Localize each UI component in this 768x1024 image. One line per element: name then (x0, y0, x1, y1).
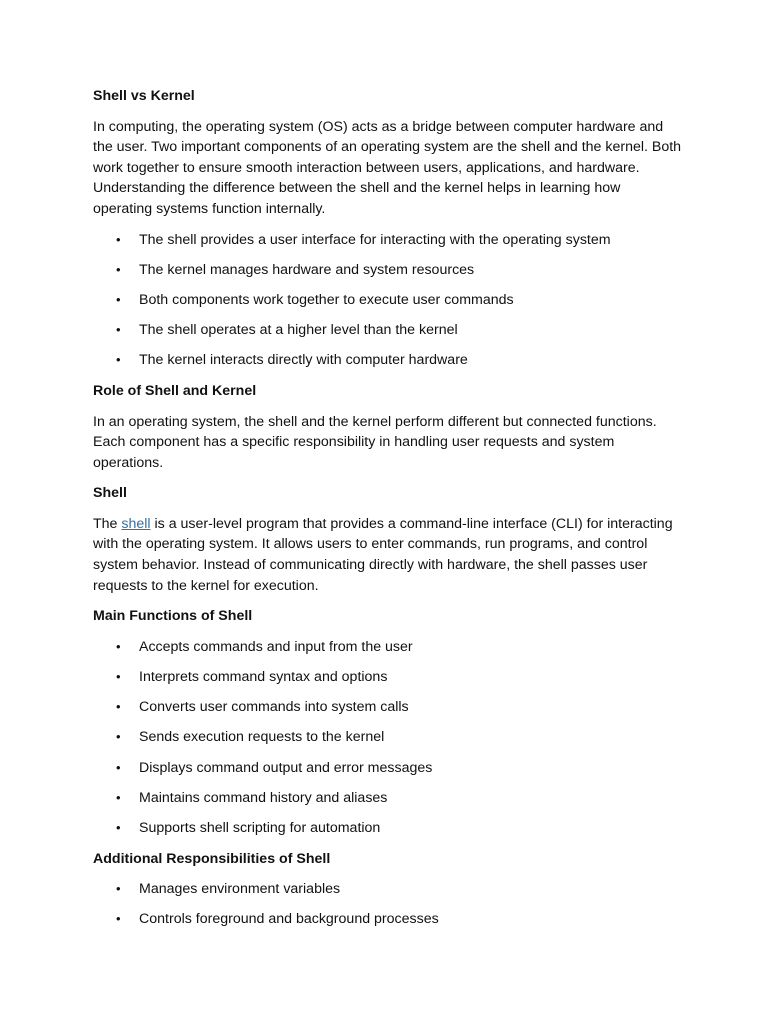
bullet-icon: • (116, 669, 121, 685)
list-item-text: Accepts commands and input from the user (139, 638, 413, 655)
bullet-icon: • (116, 638, 121, 654)
bullet-icon: • (116, 819, 121, 835)
shell-link[interactable]: shell (121, 515, 151, 532)
list-item (93, 788, 683, 809)
list-item (93, 637, 683, 658)
bullet-icon: • (116, 291, 121, 307)
role-paragraph: In an operating system, the shell and the kernel perform different but connected functions. Each component has a specific responsibility in handling user requests and system operations. (93, 413, 657, 471)
list-item (93, 350, 683, 371)
shell-heading: Shell (93, 485, 127, 502)
list-item-text: Controls foreground and background processes (139, 911, 439, 928)
role-heading: Role of Shell and Kernel (93, 382, 257, 399)
main-functions-heading: Main Functions of Shell (93, 608, 253, 625)
bullet-icon: • (116, 881, 121, 897)
list-item-text: Interprets command syntax and options (139, 669, 388, 686)
list-item-text: Maintains command history and aliases (139, 789, 388, 806)
shell-paragraph (93, 514, 683, 596)
bullet-icon: • (116, 231, 121, 247)
bullet-icon: • (116, 911, 121, 927)
shell-text-after: is a user-level program that provides a command-line interface (CLI) for interacting with the operating system. It allows users to enter commands, run programs, and control system behavior. Instead of communicating directly with hardware, the shell passes user requests to the kernel for execution. (93, 515, 673, 594)
list-item-text: The kernel interacts directly with computer hardware (139, 352, 468, 369)
list-item-text: Sends execution requests to the kernel (139, 729, 385, 746)
bullet-icon: • (116, 261, 121, 277)
list-item (93, 818, 683, 839)
list-item-text: Converts user commands into system calls (139, 699, 409, 716)
list-item-text: The shell provides a user interface for interacting with the operating system (139, 231, 611, 248)
document-title: Shell vs Kernel (93, 88, 195, 104)
list-item-text: Manages environment variables (139, 881, 341, 898)
list-item (93, 758, 683, 779)
bullet-icon: • (116, 352, 121, 368)
list-item (93, 697, 683, 718)
intro-bullet-list (93, 230, 683, 371)
list-item (93, 667, 683, 688)
shell-text-before: The (93, 515, 122, 532)
intro-paragraph: In computing, the operating system (OS) acts as a bridge between computer hardware and the user. Two important components of an operating system are the shell and the kernel. Both work together to ensure smooth interaction between users, applications, and hardware. Understanding the difference between the shell and the kernel helps in learning how operating systems function internally. (93, 118, 682, 217)
main-functions-list (93, 637, 683, 839)
additional-list (93, 879, 683, 930)
list-item (93, 320, 683, 341)
bullet-icon: • (116, 729, 121, 745)
document-page (93, 86, 683, 940)
list-item-text: Supports shell scripting for automation (139, 819, 381, 836)
bullet-icon: • (116, 322, 121, 338)
list-item-text: The kernel manages hardware and system resources (139, 261, 475, 278)
bullet-icon: • (116, 759, 121, 775)
list-item (93, 727, 683, 748)
bullet-icon: • (116, 789, 121, 805)
list-item (93, 230, 683, 251)
list-item (93, 290, 683, 311)
list-item (93, 879, 683, 900)
list-item-text: The shell operates at a higher level than the kernel (139, 322, 458, 339)
list-item-text: Displays command output and error messages (139, 759, 433, 776)
list-item (93, 909, 683, 930)
bullet-icon: • (116, 699, 121, 715)
additional-heading: Additional Responsibilities of Shell (93, 850, 331, 867)
list-item-text: Both components work together to execute user commands (139, 291, 514, 308)
list-item (93, 260, 683, 281)
